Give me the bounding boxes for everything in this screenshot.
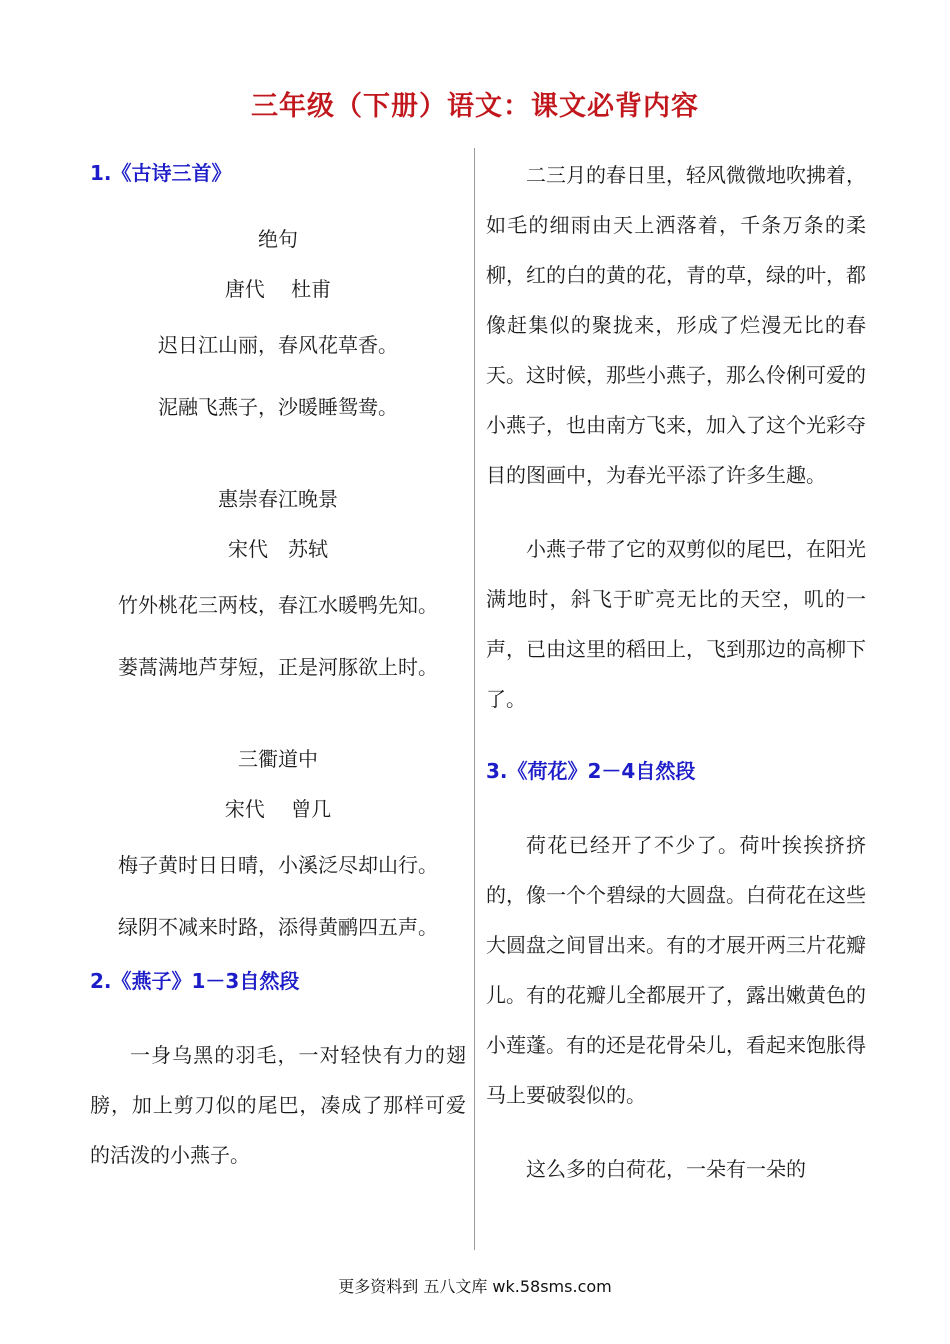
page-title: 三年级（下册）语文：课文必背内容 — [251, 91, 699, 122]
poem-title: 惠崇春江晚景 — [218, 487, 338, 511]
text-paragraph: 小燕子带了它的双剪似的尾巴，在阳光满地时，斜飞于旷亮无比的天空，叽的一声，已由这里的稻田上，飞到那边的高柳下了。 — [486, 537, 866, 711]
poem-verse: 迟日江山丽，春风花草香。 — [158, 333, 398, 357]
left-column — [90, 150, 466, 1180]
poem-verse: 蒌蒿满地芦芽短，正是河豚欲上时。 — [118, 655, 438, 679]
poem-title: 三衢道中 — [238, 747, 318, 771]
text-paragraph: 荷花已经开了不少了。荷叶挨挨挤挤的，像一个个碧绿的大圆盘。白荷花在这些大圆盘之间冒出来。有的才展开两三片花瓣儿。有的花瓣儿全都展开了，露出嫩黄色的小莲蓬。有的还是花骨朵儿，看起来饱胀得马上要破裂似的。 — [486, 833, 866, 1107]
column-divider — [474, 148, 475, 1250]
text-paragraph: 二三月的春日里，轻风微微地吹拂着，如毛的细雨由天上洒落着，千条万条的柔柳，红的白的黄的花，青的草，绿的叶，都像赶集似的聚拢来，形成了烂漫无比的春天。这时候，那些小燕子，那么伶俐可爱的小燕子，也由南方飞来，加入了这个光彩夺目的图画中，为春光平添了许多生趣。 — [486, 163, 866, 487]
poem-verse: 泥融飞燕子，沙暖睡鸳鸯。 — [158, 395, 398, 419]
poem-author: 宋代 苏轼 — [228, 537, 328, 561]
poem-author: 宋代 曾几 — [224, 797, 332, 821]
section-heading-swallow: 2.《燕子》1－3自然段 — [90, 969, 300, 993]
poem-verse: 梅子黄时日日晴，小溪泛尽却山行。 — [118, 853, 438, 877]
poem-verse: 竹外桃花三两枝，春江水暖鸭先知。 — [118, 593, 438, 617]
poem-verse: 绿阴不减来时路，添得黄鹂四五声。 — [118, 915, 438, 939]
section-heading-ancient-poems: 1.《古诗三首》 — [90, 161, 232, 185]
footer-source: 更多资料到 五八文库 wk.58sms.com — [338, 1277, 612, 1296]
poem-title: 绝句 — [258, 227, 298, 251]
text-paragraph: 这么多的白荷花，一朵有一朵的 — [526, 1157, 806, 1181]
right-column — [486, 150, 866, 1194]
section-heading-lotus: 3.《荷花》2－4自然段 — [486, 759, 696, 783]
text-paragraph: 一身乌黑的羽毛，一对轻快有力的翅膀，加上剪刀似的尾巴，凑成了那样可爱的活泼的小燕子。 — [90, 1043, 466, 1167]
poem-author: 唐代 杜甫 — [224, 277, 332, 301]
